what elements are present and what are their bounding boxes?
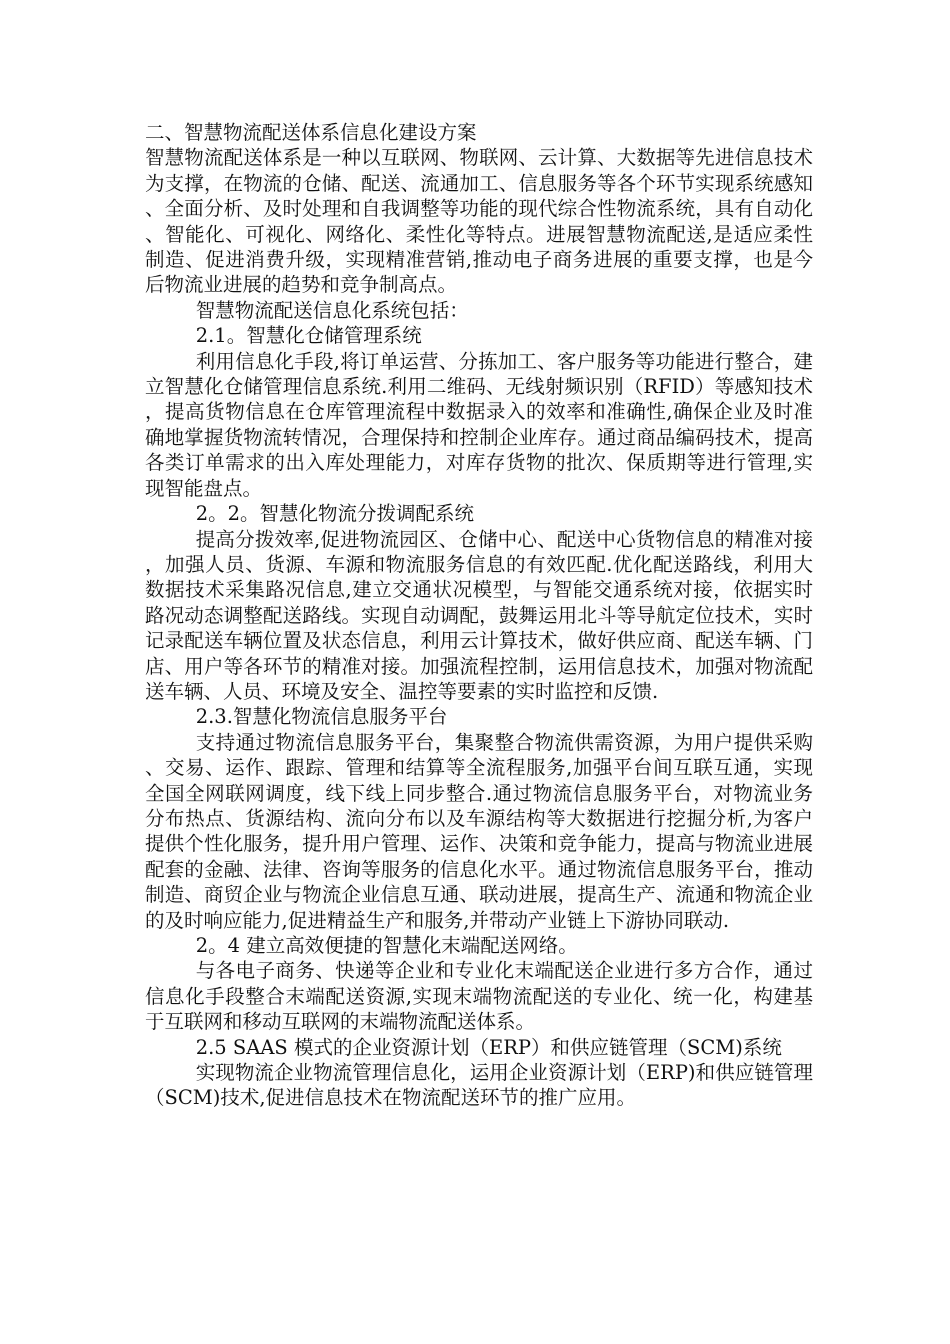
list-intro: 智慧物流配送信息化系统包括： — [195, 298, 469, 322]
section-body-2-3: 支持通过物流信息服务平台，集聚整合物流供需资源，为用户提供采购、交易、运作、跟踪、管理和结算等全流程服务,加强平台间互联互通，实现全国全网联网调度，线下线上同步整合.通过物流信息服务平台，对物流业务分布热点、货源结构、流向分布以及车源结构等大数据进行挖掘分析,为客户提供个性化服务，提升用户管理、运作、决策和竞争能力，提高与物流业进展配套的金融、法律、咨询等服务的信息化水平。通过物流信息服务平台，推动制造、商贸企业与物流企业信息互通、联动进展，提高生产、流通和物流企业的及时响应能力,促进精益生产和服务,并带动产业链上下游协同联动. — [145, 730, 813, 932]
document-title: 二、智慧物流配送体系信息化建设方案 — [145, 121, 477, 144]
section-body-2-1: 利用信息化手段,将订单运营、分拣加工、客户服务等功能进行整合，建立智慧化仓储管理信息系统.利用二维码、无线射频识别（RFID）等感知技术，提高货物信息在仓库管理流程中数据录入的效率和准确性,确保企业及时准确地掌握货物流转情况，合理保持和控制企业库存。通过商品编码技术，提高各类订单需求的出入库处理能力，对库存货物的批次、保质期等进行管理,实现智能盘点。 — [145, 349, 813, 500]
document-page — [145, 120, 813, 1111]
section-body-2-2: 提高分拨效率,促进物流园区、仓储中心、配送中心货物信息的精准对接，加强人员、货源、车源和物流服务信息的有效匹配.优化配送路线，利用大数据技术采集路况信息,建立交通状况模型，与智能交通系统对接，依据实时路况动态调整配送路线。实现自动调配，鼓舞运用北斗等导航定位技术，实时记录配送车辆位置及状态信息，利用云计算技术，做好供应商、配送车辆、门店、用户等各环节的精准对接。加强流程控制，运用信息技术，加强对物流配送车辆、人员、环境及安全、温控等要素的实时监控和反馈. — [145, 527, 813, 703]
section-heading-2-5: 2.5 SAAS 模式的企业资源计划（ERP）和供应链管理（SCM)系统 — [195, 1035, 782, 1059]
section-body-2-4: 与各电子商务、快递等企业和专业化末端配送企业进行多方合作，通过信息化手段整合末端配送资源,实现末端物流配送的专业化、统一化，构建基于互联网和移动互联网的末端物流配送体系。 — [145, 959, 813, 1034]
section-heading-2-3: 2.3.智慧化物流信息服务平台 — [195, 705, 448, 729]
intro-paragraph: 智慧物流配送体系是一种以互联网、物联网、云计算、大数据等先进信息技术为支撑，在物流的仓储、配送、流通加工、信息服务等各个环节实现系统感知、全面分析、及时处理和自我调整等功能的现代综合性物流系统，具有自动化、智能化、可视化、网络化、柔性化等特点。进展智慧物流配送,是适应柔性制造、促进消费升级，实现精准营销,推动电子商务进展的重要支撑，也是今后物流业进展的趋势和竞争制高点。 — [145, 146, 813, 297]
section-body-2-5: 实现物流企业物流管理信息化，运用企业资源计划（ERP)和供应链管理（SCM)技术,促进信息技术在物流配送环节的推广应用。 — [145, 1061, 813, 1110]
section-heading-2-1: 2.1。智慧化仓储管理系统 — [195, 324, 422, 348]
section-heading-2-2: 2。2。智慧化物流分拨调配系统 — [195, 502, 475, 526]
section-heading-2-4: 2。4 建立高效便捷的智慧化末端配送网络。 — [195, 934, 578, 957]
